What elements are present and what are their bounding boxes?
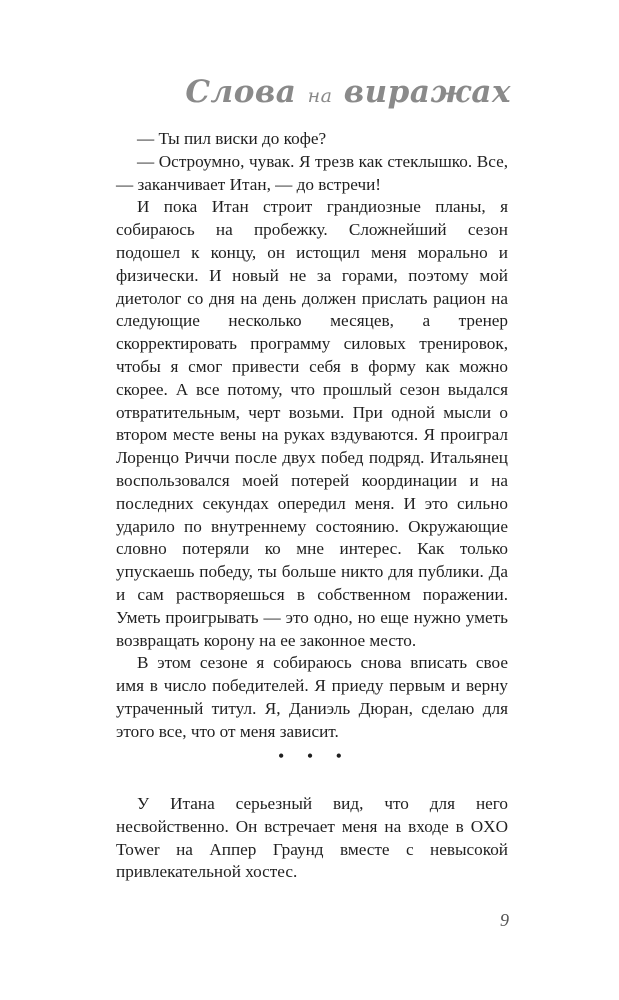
body-text bbox=[116, 128, 508, 744]
paragraph: В этом сезоне я собираюсь снова вписать свое имя в число победителей. Я приеду первым и верну утраченный титул. Я, Даниэль Дюран, сделаю для этого все, что от меня зависит. bbox=[116, 653, 508, 741]
paragraph: И пока Итан строит грандиозные планы, я собираюсь на пробежку. Сложнейший сезон подошел к концу, он истощил меня морально и физически. И новый не за горами, поэтому мой диетолог со дня на день должен прислать рацион на следующие несколько месяцев, а тренер скорректировать программу силовых тренировок, чтобы я смог привести себя в форму как можно скорее. А все потому, что прошлый сезон выдался отвратительным, черт возьми. При одной мысли о втором месте вены на руках вздуваются. Я проиграл Лоренцо Риччи после двух побед подряд. Итальянец воспользовался моей потерей координации и на последних секундах опередил меня. И это сильно ударило по внутреннему состоянию. Окружающие словно потеряли ко мне интерес. Как только упускаешь победу, ты больше никто для публики. Да и сам растворяешься в собственном поражении. Уметь проигрывать — это одно, но еще нужно уметь возвращать корону на ее законное место. bbox=[116, 197, 508, 650]
running-head-word: Слова bbox=[185, 74, 297, 110]
page-number: 9 bbox=[500, 910, 509, 930]
paragraph: — Остроумно, чувак. Я трезв как стеклышко. Все, — заканчивает Итан, — до встречи! bbox=[116, 151, 508, 194]
running-head bbox=[185, 74, 511, 110]
paragraph: У Итана серьезный вид, что для него несвойственно. Он встречает меня на входе в OXO Tower на Аппер Граунд вместе с невысокой привлекательной хостес. bbox=[116, 794, 508, 882]
running-head-word: виражах bbox=[343, 74, 511, 110]
paragraph: — Ты пил виски до кофе? bbox=[137, 129, 327, 148]
running-head-word: на bbox=[307, 85, 333, 107]
section-divider: • • • bbox=[278, 746, 351, 766]
body-text-continued bbox=[116, 793, 508, 884]
